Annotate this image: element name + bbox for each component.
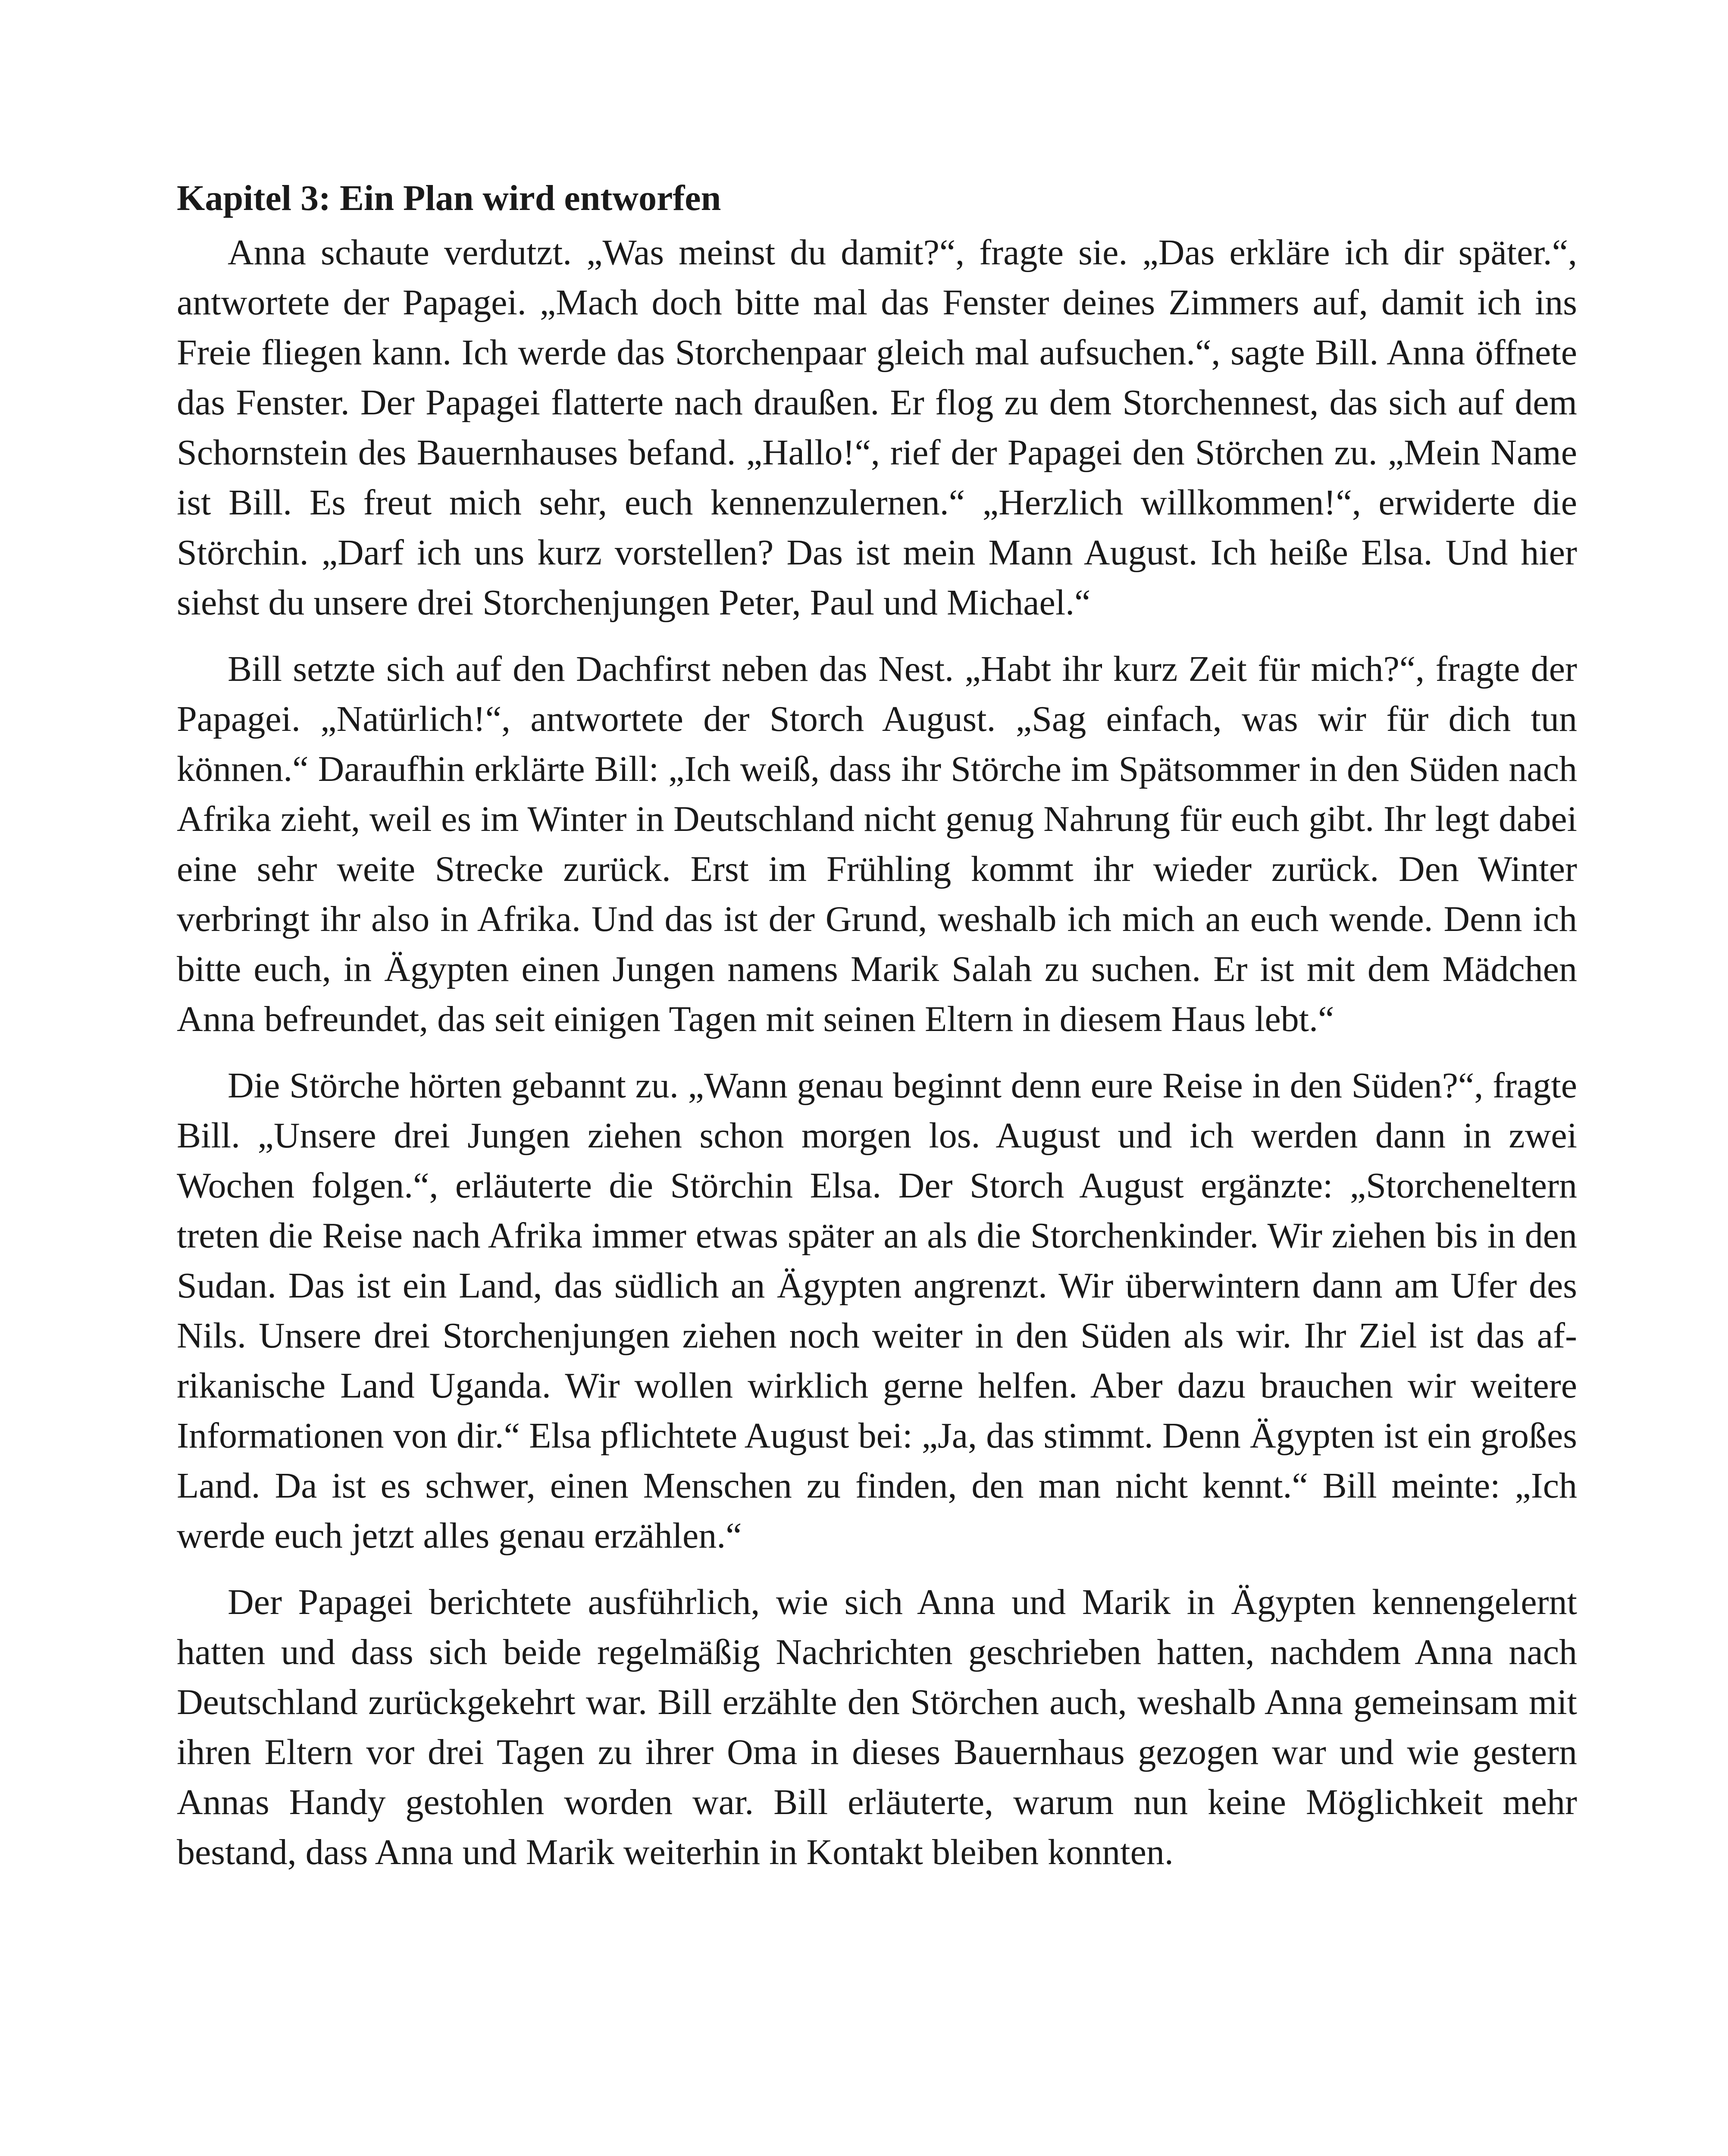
chapter-title: Kapitel 3: Ein Plan wird entworfen [177, 178, 721, 218]
paragraph-1: Anna schaute verdutzt. „Was meinst du damit?“, fragte sie. „Das erkläre ich dir später.“, antwortete der Papagei. „Mach doch bitte mal das Fenster deines Zimmers auf, damit ich ins Freie fliegen kann. Ich werde das Storchenpaar gleich mal aufsuchen.“, sagte Bill. Anna öffnete das Fenster. Der Papagei flatterte nach draußen. Er flog zu dem Storchennest, das sich auf dem Schornstein des Bauernhauses befand. „Hallo!“, rief der Papagei den Störchen zu. „Mein Name ist Bill. Es freut mich sehr, euch kennenzulernen.“ „Herzlich willkommen!“, erwiderte die Störchin. „Darf ich uns kurz vorstellen? Das ist mein Mann August. Ich heiße Elsa. Und hier siehst du unsere drei Storchenjungen Peter, Paul und Michael.“ [177, 232, 1577, 623]
paragraph-2: Bill setzte sich auf den Dachfirst neben das Nest. „Habt ihr kurz Zeit für mich?“, fragte der Papagei. „Natürlich!“, antwortete der Storch August. „Sag einfach, was wir für dich tun können.“ Daraufhin erklärte Bill: „Ich weiß, dass ihr Störche im Spätsommer in den Süden nach Afrika zieht, weil es im Winter in Deutschland nicht genug Nahrung für euch gibt. Ihr legt dabei eine sehr weite Strecke zurück. Erst im Frühling kommt ihr wieder zurück. Den Winter verbringt ihr also in Afrika. Und das ist der Grund, weshalb ich mich an euch wende. Denn ich bitte euch, in Ägypten einen Jungen namens Marik Salah zu suchen. Er ist mit dem Mädchen Anna befreundet, das seit einigen Tagen mit seinen Eltern in diesem Haus lebt.“ [177, 649, 1577, 1039]
paragraph-4: Der Papagei berichtete ausführlich, wie sich Anna und Marik in Ägypten kennengelernt hatten und dass sich beide regelmäßig Nachrichten geschrieben hatten, nachdem Anna nach Deutschland zurückgekehrt war. Bill erzählte den Störchen auch, weshalb Anna gemeinsam mit ihren Eltern vor drei Tagen zu ihrer Oma in dieses Bauernhaus gezogen war und wie gestern Annas Handy gestohlen worden war. Bill erläuterte, warum nun keine Möglichkeit mehr bestand, dass Anna und Marik weiterhin in Kontakt bleiben konnten. [177, 1582, 1577, 1872]
page-content [177, 177, 1577, 1894]
paragraph-3: Die Störche hörten gebannt zu. „Wann genau beginnt denn eure Reise in den Süden?“, fragte Bill. „Unsere drei Jungen ziehen schon morgen los. August und ich werden dann in zwei Wochen folgen.“, erläuterte die Störchin Elsa. Der Storch August ergänzte: „Storcheneltern treten die Reise nach Afrika immer etwas später an als die Storchenkinder. Wir ziehen bis in den Sudan. Das ist ein Land, das südlich an Ägypten angrenzt. Wir überwintern dann am Ufer des Nils. Unsere drei Storchenjungen ziehen noch weiter in den Süden als wir. Ihr Ziel ist das afrikanische Land Uganda. Wir wollen wirklich gerne helfen. Aber dazu brauchen wir weitere Informationen von dir.“ Elsa pflichtete August bei: „Ja, das stimmt. Denn Ägypten ist ein großes Land. Da ist es schwer, einen Menschen zu finden, den man nicht kennt.“ Bill meinte: „Ich werde euch jetzt alles genau erzählen.“ [177, 1065, 1577, 1556]
